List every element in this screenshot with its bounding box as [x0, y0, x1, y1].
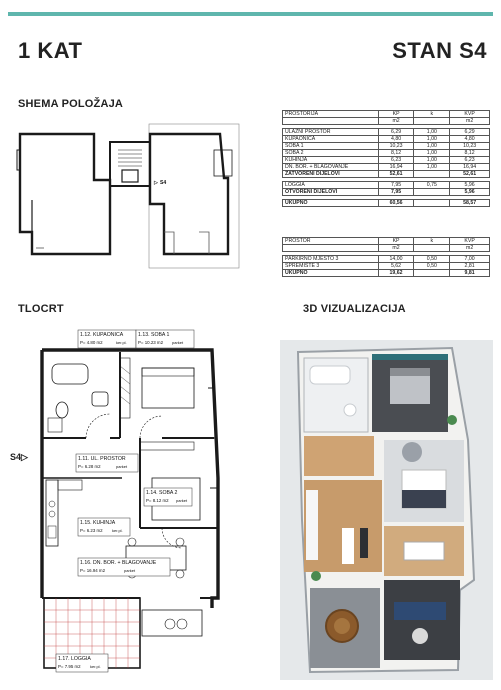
table-cell-value: 1,00 [414, 143, 450, 150]
table-cell-label: SPREMIŠTE 3 [283, 263, 379, 270]
svg-text:P= 10.23 m2: P= 10.23 m2 [138, 340, 164, 345]
table-cell-value: 2,81 [450, 263, 490, 270]
table-cell-value: KP [378, 238, 414, 245]
svg-text:parket: parket [116, 464, 128, 469]
table-cell-value: 0,50 [414, 263, 450, 270]
table-cell-value: 1,00 [414, 129, 450, 136]
table-cell-value: 8,12 [378, 150, 414, 157]
svg-text:ker.pl.: ker.pl. [112, 528, 123, 533]
table-row [283, 164, 490, 171]
table-cell-value: KVP [450, 238, 490, 245]
svg-text:P= 8.12 m2: P= 8.12 m2 [146, 498, 169, 503]
table-cell-value [414, 189, 450, 196]
table-cell-value: 7,00 [450, 256, 490, 263]
table-row [283, 129, 490, 136]
table-units-row [283, 245, 490, 252]
svg-text:parket: parket [172, 340, 184, 345]
table-cell-value: 1,00 [414, 136, 450, 143]
table-cell-value: m2 [450, 245, 490, 252]
table-subtotal-row [283, 171, 490, 178]
table-total-row [283, 200, 490, 207]
table-cell-label: PROSTORIJA [283, 111, 379, 118]
table-cell-value: 10,23 [378, 143, 414, 150]
room-label-living-dining: 1.16. DN. BOR. + BLAGOVANJE [80, 560, 157, 566]
table-cell-value: 4,80 [450, 136, 490, 143]
svg-text:parket: parket [176, 498, 188, 503]
table-cell-label: OTVORENI DIJELOVI [283, 189, 379, 196]
table-cell-label: PROSTOR [283, 238, 379, 245]
table-cell-label: PARKIRNO MJESTO 3 [283, 256, 379, 263]
table-cell-label [283, 245, 379, 252]
entry-marker: S4▷ [10, 452, 28, 462]
table-cell-value: 4,80 [378, 136, 414, 143]
table-subtotal-row [283, 189, 490, 196]
storage-parking-table [282, 237, 490, 277]
table-cell-label: UKUPNO [283, 270, 379, 277]
table-row [283, 150, 490, 157]
table-units-row [283, 118, 490, 125]
table-cell-label: SOBA 1 [283, 143, 379, 150]
table-cell-value: 1,00 [414, 150, 450, 157]
table-row [283, 263, 490, 270]
area-table [282, 110, 490, 207]
table-cell-label: SOBA 2 [283, 150, 379, 157]
table-cell-label: KUHINJA [283, 157, 379, 164]
table-cell-value [414, 200, 450, 207]
table-cell-value: 1,00 [414, 157, 450, 164]
table-header-row [283, 238, 490, 245]
table-cell-value: 9,81 [450, 270, 490, 277]
table-cell-value: m2 [378, 118, 414, 125]
table-cell-value: 6,29 [450, 129, 490, 136]
table-cell-value: 1,00 [414, 164, 450, 171]
table-row [283, 256, 490, 263]
svg-text:P= 6.28 m2: P= 6.28 m2 [78, 464, 101, 469]
svg-text:ker.pl.: ker.pl. [90, 664, 101, 669]
table-cell-value: 8,12 [450, 150, 490, 157]
table-cell-value: 6,29 [378, 129, 414, 136]
table-cell-value: k [414, 111, 450, 118]
table-cell-value [414, 245, 450, 252]
table-cell-label: UKUPNO [283, 200, 379, 207]
table-cell-value: 5,62 [378, 263, 414, 270]
table-cell-value: 60,56 [378, 200, 414, 207]
floor-title: 1 KAT [18, 38, 83, 63]
key-plan-diagram [14, 120, 246, 272]
table-cell-value: 19,62 [378, 270, 414, 277]
table-cell-label: KUPAONICA [283, 136, 379, 143]
table-cell-value: 16,94 [450, 164, 490, 171]
table-cell-value: KVP [450, 111, 490, 118]
svg-text:parket: parket [124, 568, 136, 573]
table-header-row [283, 111, 490, 118]
table-cell-value: 7,95 [378, 182, 414, 189]
visualization-heading: 3D VIZUALIZACIJA [303, 303, 406, 315]
svg-text:P= 7.95 m2: P= 7.95 m2 [58, 664, 81, 669]
top-accent-bar [8, 12, 493, 16]
position-scheme-heading: SHEMA POLOŽAJA [18, 98, 124, 110]
table-row [283, 157, 490, 164]
table-total-row [283, 270, 490, 277]
table-cell-label: DN. BOR. + BLAGOVANJE [283, 164, 379, 171]
3d-render-image [280, 340, 493, 680]
room-label-entry: 1.11. UL. PROSTOR [78, 456, 126, 462]
table-cell-value: 5,96 [450, 189, 490, 196]
key-plan-unit-marker: S4 [160, 180, 167, 186]
table-cell-value: k [414, 238, 450, 245]
room-label-bedroom-1: 1.13. SOBA 1 [138, 332, 170, 338]
room-label-loggia: 1.17. LOGGIA [58, 656, 91, 662]
table-cell-value: KP [378, 111, 414, 118]
table-row [283, 182, 490, 189]
table-cell-value: 14,00 [378, 256, 414, 263]
table-cell-value: 16,94 [378, 164, 414, 171]
table-cell-value: m2 [378, 245, 414, 252]
table-cell-value: 52,61 [378, 171, 414, 178]
table-cell-value: 6,23 [450, 157, 490, 164]
room-label-bathroom: 1.12. KUPAONICA [80, 332, 124, 338]
room-label-bedroom-2: 1.14. SOBA 2 [146, 490, 178, 496]
table-cell-value: 0,75 [414, 182, 450, 189]
table-row [283, 136, 490, 143]
table-cell-label: LOGGIA [283, 182, 379, 189]
unit-title: STAN S4 [392, 38, 487, 63]
table-cell-value [414, 118, 450, 125]
svg-text:P= 16.94 m2: P= 16.94 m2 [80, 568, 106, 573]
table-cell-value: 58,57 [450, 200, 490, 207]
table-cell-label: ZATVORENI DIJELOVI [283, 171, 379, 178]
table-cell-value: 10,23 [450, 143, 490, 150]
floor-plan-heading: TLOCRT [18, 303, 64, 315]
svg-text:▷: ▷ [154, 180, 158, 186]
table-cell-value: m2 [450, 118, 490, 125]
table-cell-value: 6,23 [378, 157, 414, 164]
table-cell-label [283, 118, 379, 125]
table-cell-label: ULAZNI PROSTOR [283, 129, 379, 136]
table-cell-value: 52,61 [450, 171, 490, 178]
svg-text:P= 6.23 m2: P= 6.23 m2 [80, 528, 103, 533]
3d-visualization-render [280, 340, 493, 680]
floor-plan-diagram [22, 328, 230, 680]
table-cell-value: 5,96 [450, 182, 490, 189]
table-cell-value: 0,50 [414, 256, 450, 263]
svg-text:P= 4.80 m2: P= 4.80 m2 [80, 340, 103, 345]
table-cell-value [414, 270, 450, 277]
table-cell-value: 7,95 [378, 189, 414, 196]
room-label-kitchen: 1.15. KUHINJA [80, 520, 116, 526]
svg-text:ker.pl.: ker.pl. [116, 340, 127, 345]
table-cell-value [414, 171, 450, 178]
table-row [283, 143, 490, 150]
